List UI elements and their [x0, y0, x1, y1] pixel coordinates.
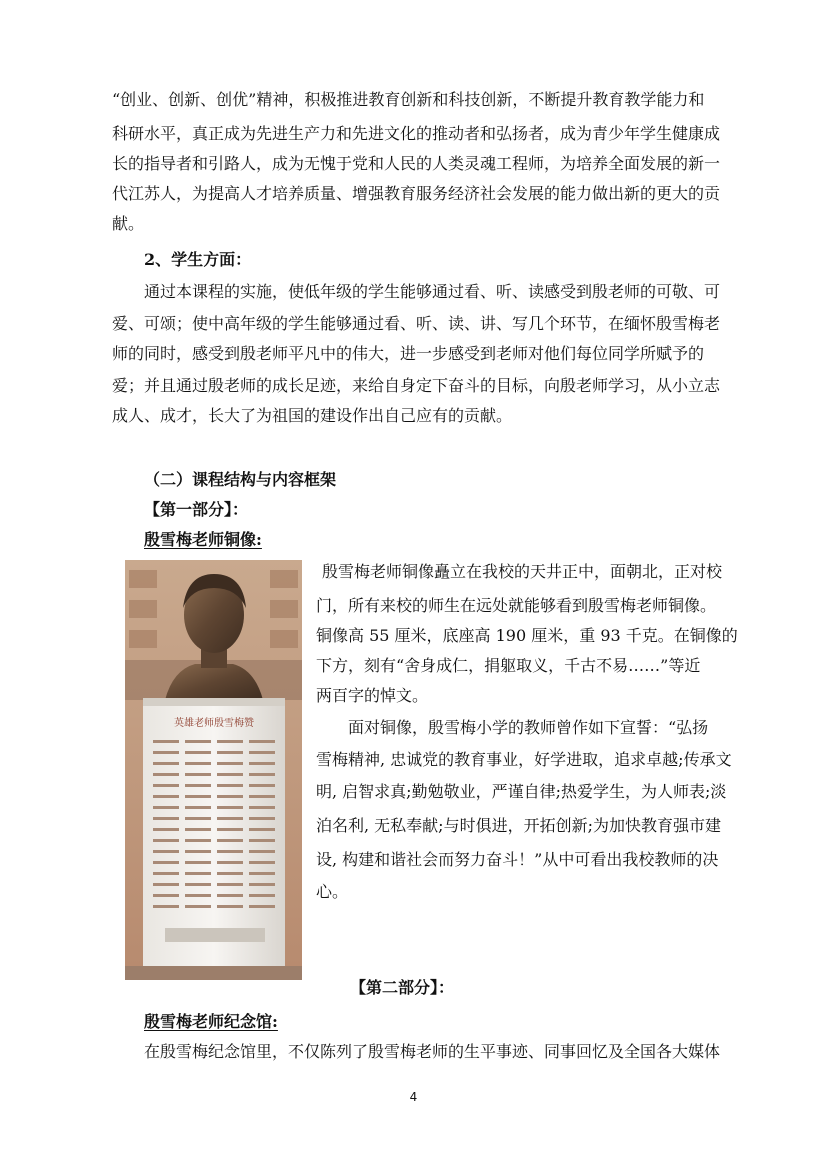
statue-text-line: 门，所有来校的师生在远处就能够看到殷雪梅老师铜像。 [316, 596, 717, 615]
paragraph-line: 爱、可颂；使中高年级的学生能够通过看、听、读、讲、写几个环节，在缅怀殷雪梅老 [112, 314, 721, 333]
part2-title: 殷雪梅老师纪念馆: [144, 1012, 278, 1031]
statue-text-line: 铜像高 55 厘米，底座高 190 厘米，重 93 千克。在铜像的 [316, 626, 738, 645]
part1-title: 殷雪梅老师铜像: [144, 530, 262, 549]
statue-text-line: 设, 构建和谐社会而努力奋斗！”从中可看出我校教师的决 [316, 850, 719, 869]
statue-text-line: 殷雪梅老师铜像矗立在我校的天井正中，面朝北，正对校 [322, 562, 723, 581]
section-heading-structure: （二）课程结构与内容框架 [144, 470, 337, 489]
statue-photo [125, 560, 302, 980]
plaque-title: 英雄老师殷雪梅赞 [174, 718, 254, 729]
paragraph-line: 科研水平，真正成为先进生产力和先进文化的推动者和弘扬者，成为青少年学生健康成 [112, 124, 721, 143]
paragraph-line: 师的同时，感受到殷老师平凡中的伟大，进一步感受到老师对他们每位同学所赋予的 [112, 344, 705, 363]
statue-text-line: 明, 启智求真;勤勉敬业，严谨自律;热爱学生，为人师表;淡 [316, 782, 727, 801]
statue-text-line: 雪梅精神, 忠诚党的教育事业，好学进取，追求卓越;传承文 [316, 750, 732, 769]
paragraph-line: “创业、创新、创优”精神，积极推进教育创新和科技创新，不断提升教育教学能力和 [112, 90, 705, 109]
statue-text-line: 泊名利, 无私奉献;与时俱进，开拓创新;为加快教育强市建 [316, 816, 721, 835]
part1-label: 【第一部分】： [144, 500, 249, 519]
statue-text-line: 面对铜像，殷雪梅小学的教师曾作如下宣誓：“弘扬 [348, 718, 709, 737]
paragraph-line: 长的指导者和引路人，成为无愧于党和人民的人类灵魂工程师，为培养全面发展的新一 [112, 154, 721, 173]
paragraph-line: 代江苏人，为提高人才培养质量、增强教育服务经济社会发展的能力做出新的更大的贡 [112, 184, 721, 203]
paragraph-line: 在殷雪梅纪念馆里，不仅陈列了殷雪梅老师的生平事迹、同事回忆及全国各大媒体 [144, 1042, 721, 1061]
paragraph-line: 通过本课程的实施，使低年级的学生能够通过看、听、读感受到殷老师的可敬、可 [144, 282, 721, 301]
statue-text-line: 下方，刻有“舍身成仁，捐躯取义，千古不易……”等近 [316, 656, 701, 675]
page-number: 4 [409, 1090, 418, 1104]
statue-text-line: 两百字的悼文。 [316, 686, 429, 705]
statue-text-line: 心。 [316, 882, 349, 901]
part2-label: 【第二部分】： [350, 978, 455, 997]
paragraph-line: 献。 [112, 214, 145, 233]
section-heading-students: 2、学生方面： [144, 250, 252, 269]
paragraph-line: 成人、成才，长大了为祖国的建设作出自己应有的贡献。 [112, 406, 513, 425]
paragraph-line: 爱；并且通过殷老师的成长足迹，来给自身定下奋斗的目标，向殷老师学习，从小立志 [112, 376, 721, 395]
